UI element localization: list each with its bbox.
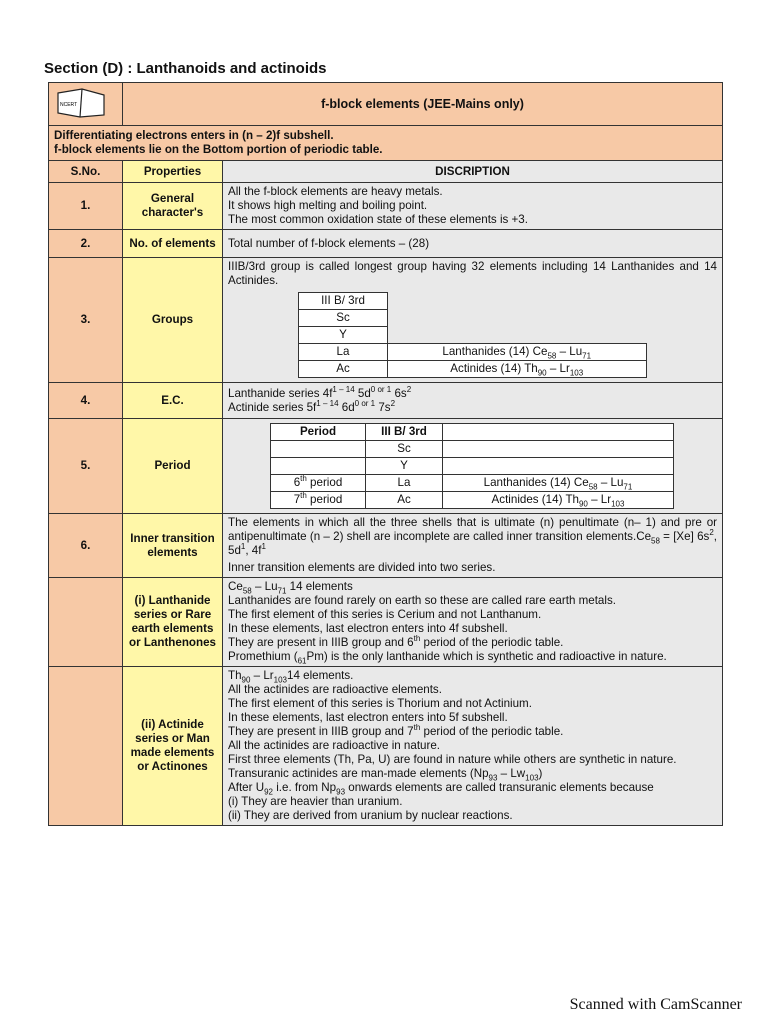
- inner-transition-definition: The elements in which all the three shells that is ultimate (n) penultimate (n– 1) and pre or antipenultimate (n – 2) shell are incomplete are called inner transition $elements.Ce_{58} = [Xe]$ $6s^2$, $5d^1$, $4f^1$: [228, 516, 718, 557]
- row-number: 5.: [49, 419, 123, 514]
- group-cell: Ac: [366, 492, 443, 509]
- row-number: 6.: [49, 514, 123, 578]
- description-line: $Th_{90} - Lr_{103}14$ elements.: [228, 669, 354, 685]
- row-property: (i) Lanthanide series or Rare earth elements or Lanthenones: [123, 578, 223, 667]
- group-header: III B/ 3rd: [366, 424, 443, 441]
- header-note-line1: Differentiating electrons enters in (n – 2)f subshell.: [54, 129, 334, 142]
- row-description: [223, 514, 723, 578]
- header-note: [49, 126, 723, 161]
- ncert-book-icon: [54, 85, 108, 123]
- ec-actinide: Actinide series $5f^{1 - 14}$ $6d^{0 or 1}$ $7s^2$: [228, 398, 396, 414]
- row-description: [223, 419, 723, 514]
- f-block-table: [48, 82, 723, 826]
- actinides-cell: Actinides (14) $Th_{90} - Lr_{103}$: [443, 492, 674, 509]
- description-line: (i) They are heavier than uranium.: [228, 795, 403, 808]
- description-line: They are present in IIIB group and 6th period of the periodic table.: [228, 634, 564, 649]
- row-number: [49, 578, 123, 667]
- row-number: [49, 667, 123, 826]
- description-line: The most common oxidation state of these elements is +3.: [228, 213, 528, 226]
- row-description: [223, 258, 723, 383]
- description-line: All the f-block elements are heavy metals.: [228, 185, 443, 198]
- description-line: In these elements, last electron enters into 4f subshell.: [228, 622, 508, 635]
- ncert-logo-cell: [49, 83, 123, 126]
- row-property: Groups: [123, 258, 223, 383]
- description-line: First three elements (Th, Pa, U) are found in nature while others are synthetic in nature.: [228, 753, 677, 766]
- lanthanides-cell: Lanthanides (14) $Ce_{58} - Lu_{71}$: [443, 475, 674, 492]
- group-cell: Sc: [366, 441, 443, 458]
- description-line: $Ce_{58} - Lu_{71}$ 14 elements: [228, 580, 353, 596]
- description-line: (ii) They are derived from uranium by nuclear reactions.: [228, 809, 513, 822]
- camscanner-watermark: Scanned with CamScanner: [569, 996, 742, 1013]
- description-line: It shows high melting and boiling point.: [228, 199, 428, 212]
- table-title: f-block elements (JEE-Mains only): [123, 83, 723, 126]
- group-cell: Y: [299, 327, 388, 344]
- period-7: 7th period: [271, 492, 366, 509]
- period-table: [270, 423, 674, 509]
- groups-intro: IIIB/3rd group is called longest group having 32 elements including 14 Lanthanides and 14 Actinides.: [228, 260, 718, 287]
- description-line: They are present in IIIB group and 7th period of the periodic table.: [228, 723, 564, 738]
- row-property: E.C.: [123, 383, 223, 419]
- row-description: [223, 383, 723, 419]
- row-description: [223, 183, 723, 230]
- section-title: Section (D) : Lanthanoids and actinoids: [44, 60, 327, 77]
- description-line: Promethium $(_{61}Pm)$ is the only lanthanide which is synthetic and radioactive in nature.: [228, 650, 667, 666]
- description-line: After $U_{92}$ i.e. from $Np_{93}$ onwards elements are called transuranic elements because: [228, 781, 654, 797]
- row-description: [223, 230, 723, 258]
- group-header: III B/ 3rd: [299, 293, 388, 310]
- description-line: Lanthanides are found rarely on earth so these are called rare earth metals.: [228, 594, 616, 607]
- group-cell: Sc: [299, 310, 388, 327]
- description-line: The first element of this series is Thorium and not Actinium.: [228, 697, 532, 710]
- description-line: Inner transition elements are divided into two series.: [228, 561, 496, 574]
- row-number: 4.: [49, 383, 123, 419]
- row-description: [223, 578, 723, 667]
- row-property: General character's: [123, 183, 223, 230]
- description-line: In these elements, last electron enters into 5f subshell.: [228, 711, 508, 724]
- ec-lanthanide: Lanthanide series $4f^{1 - 14}$ $5d^{0 or 1}$ $6s^2$: [228, 384, 412, 400]
- description-line: Transuranic actinides are man-made elements $(Np_{93} - Lw_{103})$: [228, 767, 543, 783]
- row-property: No. of elements: [123, 230, 223, 258]
- ncert-logo-text: NCERT: [60, 102, 78, 108]
- column-header-sno: S.No.: [49, 161, 123, 183]
- group-cell: Ac: [299, 361, 388, 378]
- description-line: All the actinides are radioactive elements.: [228, 683, 442, 696]
- row-property: Period: [123, 419, 223, 514]
- period-6: 6th period: [271, 475, 366, 492]
- group-cell: Y: [366, 458, 443, 475]
- description-line: The first element of this series is Cerium and not Lanthanum.: [228, 608, 542, 621]
- row-number: 3.: [49, 258, 123, 383]
- actinides-cell: Actinides (14) $Th_{90} - Lr_{103}$: [388, 361, 647, 378]
- column-header-description: DISCRIPTION: [223, 161, 723, 183]
- row-property: Inner transition elements: [123, 514, 223, 578]
- row-property: (ii) Actinide series or Man made elements or Actinones: [123, 667, 223, 826]
- lanthanides-cell: Lanthanides (14) $Ce_{58} - Lu_{71}$: [388, 344, 647, 361]
- description-line: All the actinides are radioactive in nature.: [228, 739, 441, 752]
- column-header-properties: Properties: [123, 161, 223, 183]
- group-cell: La: [299, 344, 388, 361]
- groups-table: [298, 292, 647, 378]
- row-number: 1.: [49, 183, 123, 230]
- description-line: Total number of f-block elements – (28): [228, 236, 430, 250]
- period-header: Period: [271, 424, 366, 441]
- row-description: [223, 667, 723, 826]
- group-cell: La: [366, 475, 443, 492]
- row-number: 2.: [49, 230, 123, 258]
- header-note-line2: f-block elements lie on the Bottom portion of periodic table.: [54, 143, 383, 156]
